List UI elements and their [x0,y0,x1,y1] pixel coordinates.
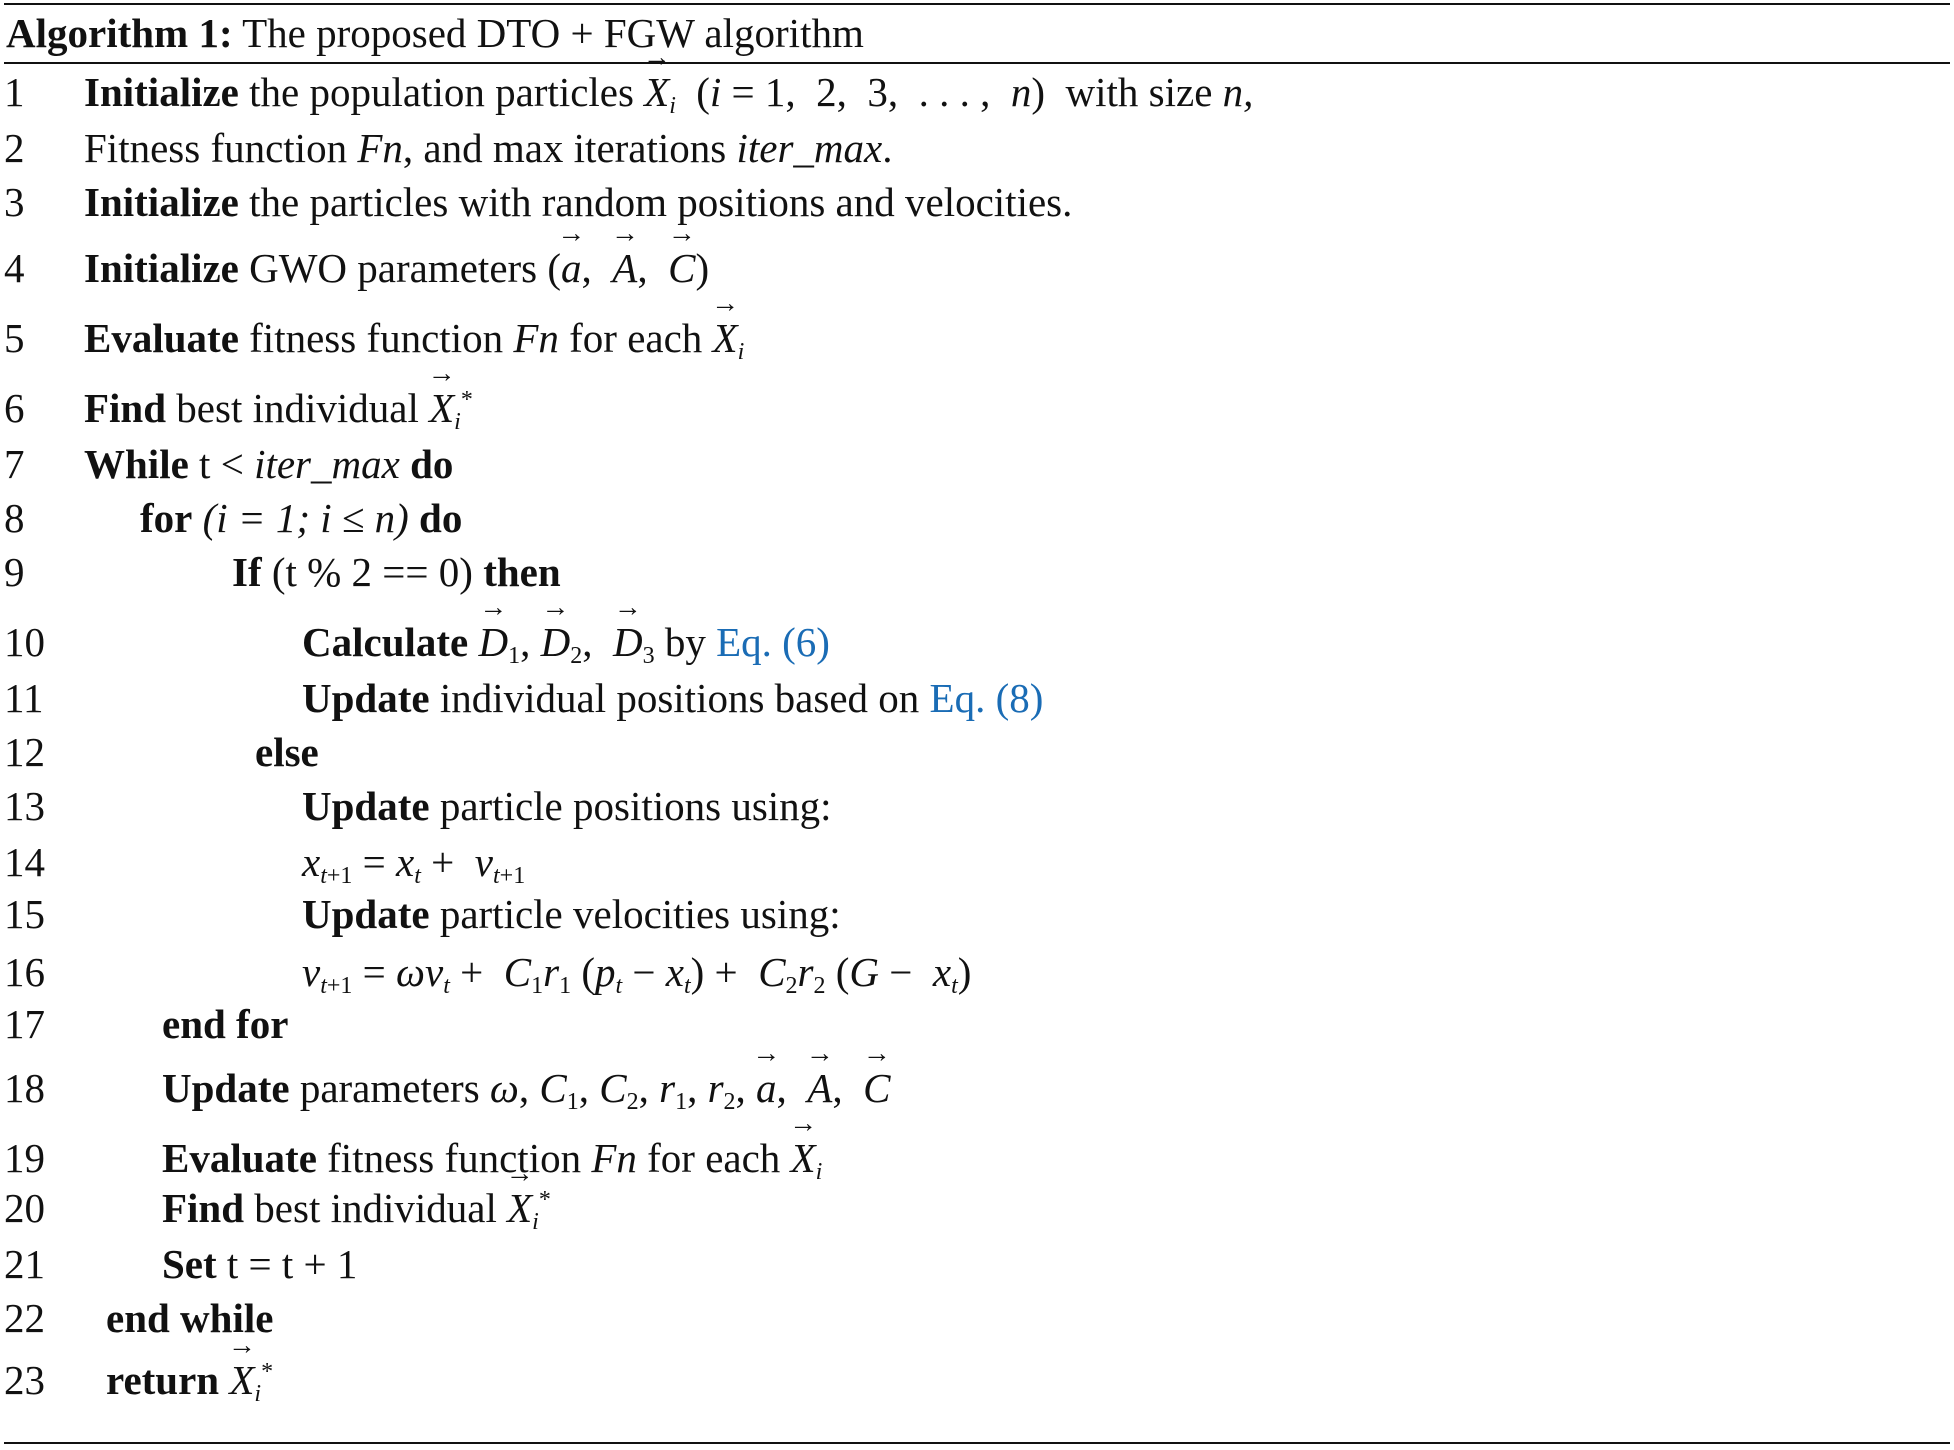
line-number: 15 [4,891,45,937]
line-number: 19 [4,1135,45,1181]
line-content [162,1000,288,1048]
caption-rule [4,62,1950,64]
line-text-2: , and max iterations [402,125,727,171]
line-number: 18 [4,1065,45,1111]
keyword: Initialize [84,69,239,115]
line-content [302,890,841,938]
line-text-2: for each [569,315,703,361]
line-number: 12 [4,729,45,775]
fitness-symbol: Fn [513,315,559,361]
algorithm-line-4 [0,244,1950,300]
fitness-symbol: Fn [357,125,403,171]
line-text: t < [199,441,244,487]
algorithm-line-11 [0,674,1950,730]
keyword: Find [162,1185,245,1231]
line-text: Fitness function [84,125,348,171]
algorithm-line-21 [0,1240,1950,1296]
algorithm-line-3 [0,178,1950,234]
line-content: Find best individual → $X_i^*$ [162,1184,551,1232]
keyword: While [84,441,189,487]
loop-condition: (i = 1; i ≤ n) [202,495,409,541]
line-number: 10 [4,619,45,665]
algorithm-title: The proposed DTO + FGW algorithm [242,10,864,56]
algorithm-line-18 [0,1064,1950,1120]
line-number: 22 [4,1295,45,1341]
line-text: by [664,619,706,665]
keyword: Evaluate [84,315,239,361]
line-text: the population particles [249,69,634,115]
line-content: return → $X_i^*$ [106,1356,273,1404]
line-content [232,548,561,596]
line-text: fitness function [249,315,504,361]
line-content: Find best individual → $X_i^*$ [84,384,473,432]
fitness-symbol: Fn [591,1135,637,1181]
keyword: If [232,549,262,595]
line-text: best individual [254,1185,497,1231]
algorithm-line-13 [0,782,1950,838]
line-text-2: for each [647,1135,781,1181]
line-number: 13 [4,783,45,829]
algorithm-line-7 [0,440,1950,496]
line-number: 20 [4,1185,45,1231]
line-content [140,494,462,542]
line-number: 9 [4,549,25,595]
line-content [302,674,1043,722]
line-content [162,1240,357,1288]
line-text: GWO parameters [249,245,538,291]
line-number: 21 [4,1241,45,1287]
line-content: Initialize the population particles → $X_i$ (i = 1, 2, 3, . . . , n) with size n, [84,68,1253,116]
line-text: t = t + 1 [226,1241,358,1287]
algorithm-line-22 [0,1294,1950,1350]
line-content [302,782,832,830]
line-text: fitness function [327,1135,582,1181]
algorithm-caption [6,8,864,58]
line-number: 14 [4,839,45,885]
keyword: Update [302,783,430,829]
line-content: Fitness function Fn, and max iterations iter_max. [84,125,893,171]
algorithm-line-6 [0,384,1950,440]
keyword: Update [302,891,430,937]
algorithm-line-20 [0,1184,1950,1240]
keyword: Calculate [302,619,469,665]
line-number: 5 [4,315,25,361]
line-number: 2 [4,125,25,171]
line-content [162,1064,891,1115]
keyword-2: do [410,441,454,487]
algorithm-line-19 [0,1134,1950,1190]
vector-X-best: → X [507,1184,532,1232]
line-content [255,728,319,776]
equation-link[interactable]: Eq. (6) [716,619,830,665]
line-text: individual positions based on [439,675,920,721]
iter-max-symbol: iter_max [254,441,400,487]
d-vectors: → $D_1$, → $D_2$, → $D_3$ [479,619,655,665]
position-formula: $x_{t+1} = x_t + v_{t+1}$ [302,839,526,889]
parameter-list: ω, $C_1$, $C_2$, $r_1$, $r_2$, → a, → A, → C [490,1065,891,1111]
if-condition: (t % 2 == 0) [271,549,473,595]
keyword: Update [302,675,430,721]
keyword-2: do [419,495,463,541]
equation-link[interactable]: Eq. (8) [929,675,1044,721]
algorithm-line-12 [0,728,1950,784]
iteration-range: (i = 1, 2, 3, . . . , n) with size n, [696,69,1254,115]
keyword: for [140,495,193,541]
keyword-2: then [483,549,561,595]
algorithm-line-5 [0,314,1950,370]
algorithm-line-17 [0,1000,1950,1056]
vector-X-best: → X [229,1356,254,1404]
vector-X: → X [644,68,669,116]
line-content [84,244,709,292]
line-text: the particles with random positions and velocities. [249,179,1073,225]
algorithm-line-23 [0,1356,1950,1412]
line-number: 3 [4,179,25,225]
algorithm-line-14 [0,838,1950,894]
vector-X: → X [713,314,738,362]
line-number: 1 [4,69,25,115]
vector-X-best: → X [429,384,454,432]
keyword: Update [162,1065,290,1111]
algorithm-line-9 [0,548,1950,604]
keyword: Evaluate [162,1135,317,1181]
line-number: 16 [4,949,45,995]
line-content [302,618,830,669]
line-content [84,440,453,488]
line-text: best individual [176,385,419,431]
line-text: particle positions using: [439,783,832,829]
line-number: 23 [4,1357,45,1403]
algorithm-line-15 [0,890,1950,946]
keyword: Initialize [84,179,239,225]
keyword: end while [106,1295,274,1341]
line-number: 8 [4,495,25,541]
algorithm-line-8 [0,494,1950,550]
vector-X: → X [791,1134,816,1182]
bottom-rule [4,1442,1950,1444]
line-text: particle velocities using: [439,891,841,937]
line-number: 17 [4,1001,45,1047]
line-content: Evaluate fitness function Fn for each → $X_i$ [162,1134,822,1182]
keyword: Initialize [84,245,239,291]
gwo-vectors: (→ a, → A, → C) [547,245,709,291]
line-number: 7 [4,441,25,487]
keyword: Set [162,1241,217,1287]
line-number: 4 [4,245,25,291]
velocity-formula: $v_{t+1} = \omega v_t + C_1r_1$ $(p_t - x_t) + C_2r_2$ $(G - x_t)$ [302,949,972,999]
line-number: 6 [4,385,25,431]
keyword: Find [84,385,167,431]
line-content: Evaluate fitness function Fn for each → $X_i$ [84,314,744,362]
algorithm-line-2 [0,124,1950,180]
iter-max-symbol: iter_max [736,125,883,171]
algorithm-label: Algorithm 1: [6,10,233,56]
top-rule [4,3,1950,5]
keyword: end for [162,1001,289,1047]
algorithm-line-16 [0,948,1950,1004]
algorithm-line-10 [0,618,1950,674]
keyword: else [255,729,319,775]
keyword: return [106,1357,220,1403]
algorithm-line-1 [0,68,1950,124]
line-text: parameters [299,1065,480,1111]
line-number: 11 [4,675,44,721]
